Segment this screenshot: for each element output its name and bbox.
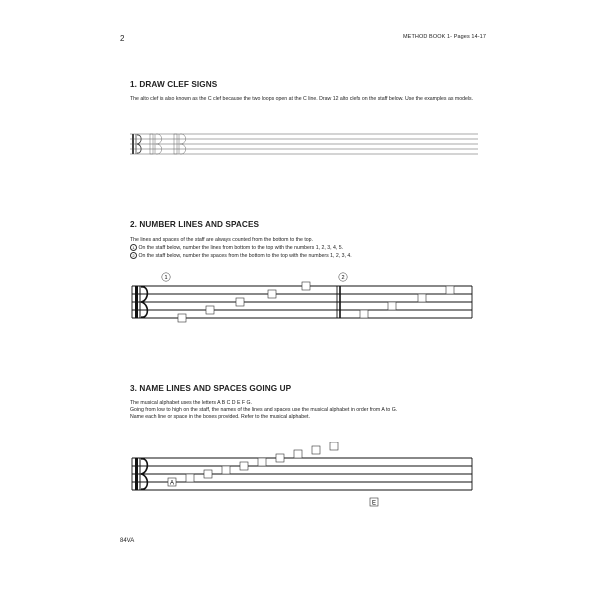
section-3-title: 3. NAME LINES AND SPACES GOING UP (130, 384, 292, 393)
answer-box-6[interactable] (258, 458, 266, 466)
answer-box-line-5[interactable] (302, 282, 310, 290)
page-number: 2 (120, 34, 125, 43)
section-2-item-1 (130, 244, 478, 252)
answer-box-space-2[interactable] (388, 302, 396, 310)
page-header: METHOD BOOK 1- Pages 14-17 (403, 34, 486, 40)
worksheet-page (108, 22, 494, 582)
answer-box-line-3[interactable] (236, 298, 244, 306)
section-3-instructions (130, 400, 478, 420)
section-2-title: 2. NUMBER LINES AND SPACES (130, 220, 260, 229)
section-3-line-3: Name each line or space in the boxes provided. Refer to the musical alphabet. (130, 413, 310, 420)
answer-box-9[interactable] (312, 446, 320, 454)
answer-box-line-4[interactable] (268, 290, 276, 298)
answer-box-space-1[interactable] (360, 310, 368, 318)
staff-marker-2: 2 (341, 275, 345, 281)
answer-box-7[interactable] (276, 454, 284, 462)
circled-number-1: 1 (130, 244, 137, 251)
numbering-staff (108, 270, 494, 330)
answer-box-line-1[interactable] (178, 314, 186, 322)
circled-number-2: 2 (130, 252, 137, 259)
naming-staff (108, 442, 494, 512)
page-footer-code: 84VA (120, 538, 135, 544)
section-3-line-1: The musical alphabet uses the letters A B C D E F G. (130, 400, 252, 406)
item-2-text: On the staff below, number the spaces from the bottom to the top with the numbers 1, 2, 3, 4. (138, 252, 352, 259)
section-2-item-2 (130, 252, 478, 260)
answer-box-4[interactable] (222, 466, 230, 474)
answer-box-10[interactable] (330, 442, 338, 450)
answer-box-5[interactable] (240, 462, 248, 470)
section-1-instructions: The alto clef is also known as the C clef because the two loops open at the C line. Draw 12 alto clefs on the staff below. Use the examples as models. (130, 96, 474, 102)
answer-box-8[interactable] (294, 450, 302, 458)
example-letter-a: A (169, 480, 175, 487)
answer-box-3[interactable] (204, 470, 212, 478)
clef-drawing-staff (108, 130, 494, 160)
answer-box-space-4[interactable] (446, 286, 454, 294)
section-2-intro: The lines and spaces of the staff are always counted from the bottom to the top. (130, 237, 314, 243)
staff-marker-1: 1 (164, 275, 168, 281)
item-1-text: On the staff below, number the lines from bottom to the top with the numbers 1, 2, 3, 4, 5. (138, 244, 344, 251)
example-letter-e: E (371, 500, 377, 507)
section-3-line-2: Going from low to high on the staff, the names of the lines and spaces use the musical alphabet in order from A to G. (130, 406, 398, 413)
answer-box-line-2[interactable] (206, 306, 214, 314)
section-2-instructions (130, 237, 478, 259)
answer-box-space-3[interactable] (418, 294, 426, 302)
section-1-title: 1. DRAW CLEF SIGNS (130, 80, 218, 89)
answer-box-2[interactable] (186, 474, 194, 482)
